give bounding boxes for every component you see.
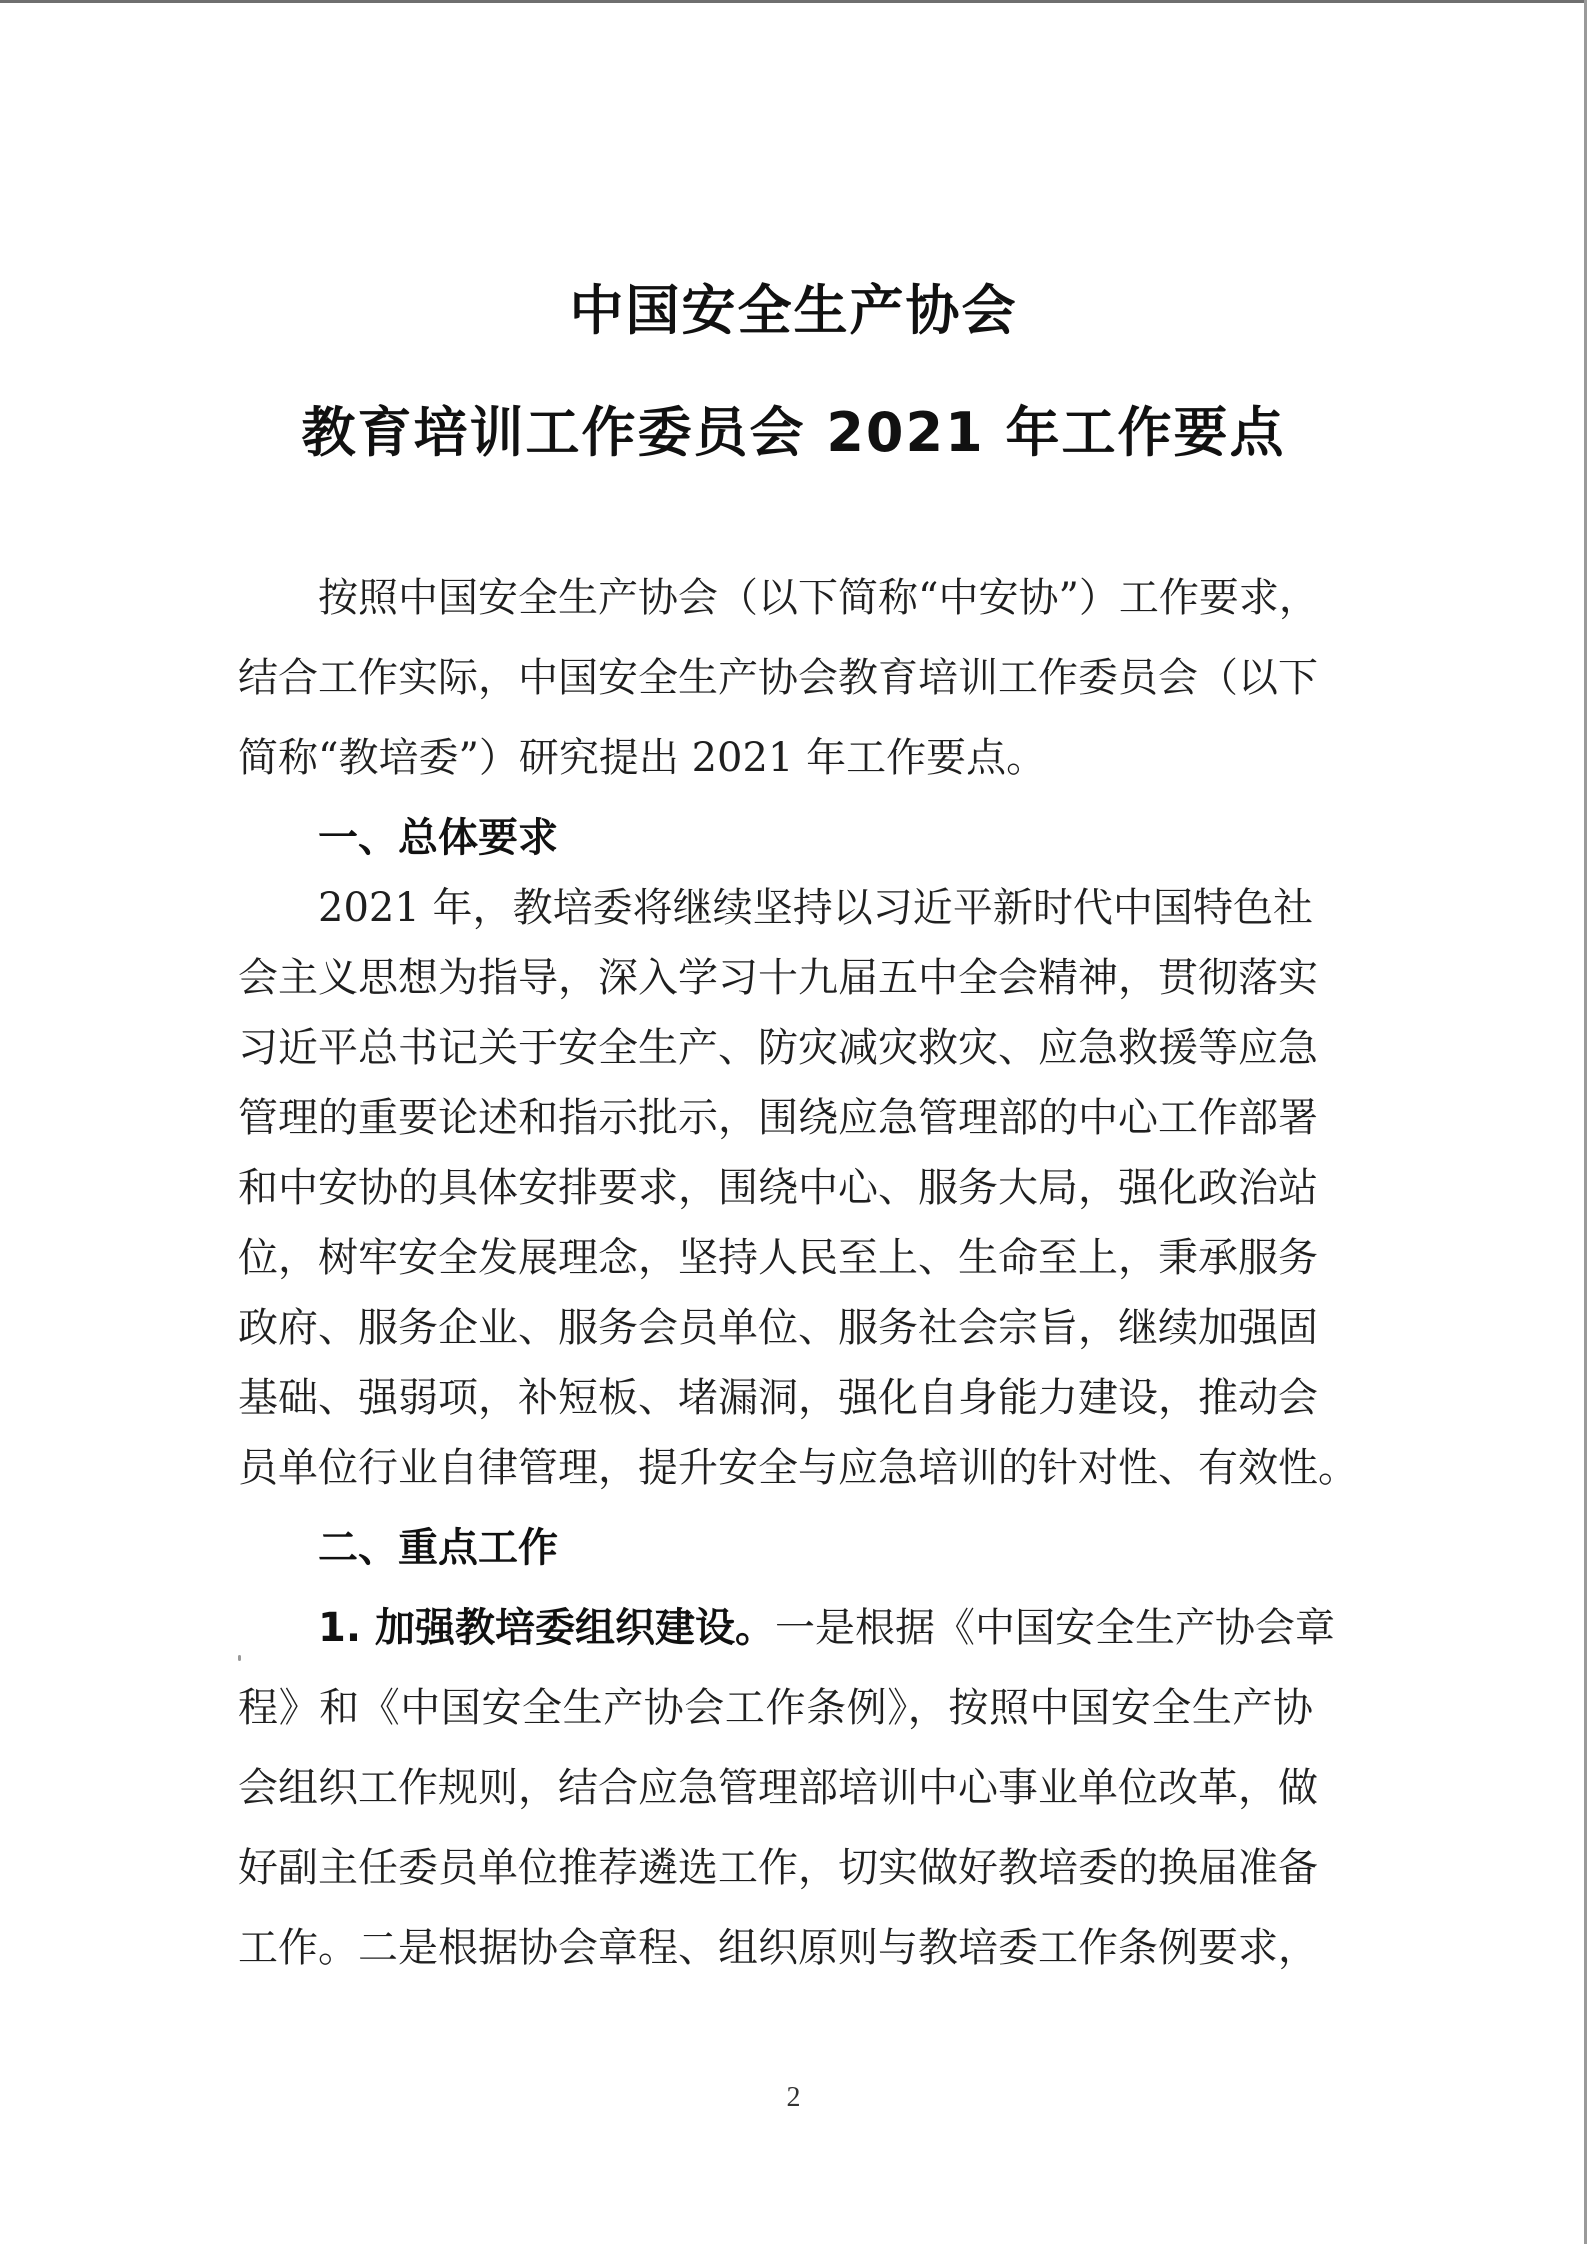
- body-line: 管理的重要论述和指示批示，围绕应急管理部的中心工作部署: [238, 1095, 1318, 1141]
- body-line: 基础、强弱项，补短板、堵漏洞，强化自身能力建设，推动会: [238, 1375, 1318, 1421]
- body-line: 2021 年，教培委将继续坚持以习近平新时代中国特色社: [318, 885, 1313, 931]
- item-1-first-line-text: 一是根据《中国安全生产协会章: [774, 1605, 1335, 1651]
- scan-speck: [238, 1655, 241, 1661]
- document-title-line-1: 中国安全生产协会: [569, 279, 1018, 342]
- body-line: 和中安协的具体安排要求，围绕中心、服务大局，强化政治站: [238, 1165, 1318, 1211]
- page-number: 2: [786, 2082, 801, 2113]
- section-heading-overall-requirements: 一、总体要求: [318, 815, 558, 861]
- body-line: 员单位行业自律管理，提升安全与应急培训的针对性、有效性。: [238, 1445, 1358, 1491]
- intro-line: 简称“教培委”）研究提出 2021 年工作要点。: [238, 735, 1047, 781]
- intro-line: 结合工作实际，中国安全生产协会教育培训工作委员会（以下: [238, 655, 1318, 701]
- item-1-title: 1. 加强教培委组织建设。: [318, 1605, 775, 1651]
- body-line: 位，树牢安全发展理念，坚持人民至上、生命至上，秉承服务: [238, 1235, 1318, 1281]
- body-line: 会组织工作规则，结合应急管理部培训中心事业单位改革，做: [238, 1765, 1318, 1811]
- scan-edge-top: [0, 0, 1587, 3]
- document-title-line-2: 教育培训工作委员会 2021 年工作要点: [301, 401, 1286, 464]
- body-line: 工作。二是根据协会章程、组织原则与教培委工作条例要求，: [238, 1925, 1318, 1971]
- body-line: 好副主任委员单位推荐遴选工作，切实做好教培委的换届准备: [238, 1845, 1318, 1891]
- body-line: 政府、服务企业、服务会员单位、服务社会宗旨，继续加强固: [238, 1305, 1318, 1351]
- body-line: 会主义思想为指导，深入学习十九届五中全会精神，贯彻落实: [238, 955, 1318, 1001]
- intro-line: 按照中国安全生产协会（以下简称“中安协”）工作要求，: [318, 575, 1319, 621]
- body-line: 习近平总书记关于安全生产、防灾减灾救灾、应急救援等应急: [238, 1025, 1318, 1071]
- body-line: 程》和《中国安全生产协会工作条例》，按照中国安全生产协: [238, 1685, 1313, 1731]
- item-1-first-line: [318, 1603, 1335, 1653]
- section-heading-key-work: 二、重点工作: [318, 1525, 558, 1571]
